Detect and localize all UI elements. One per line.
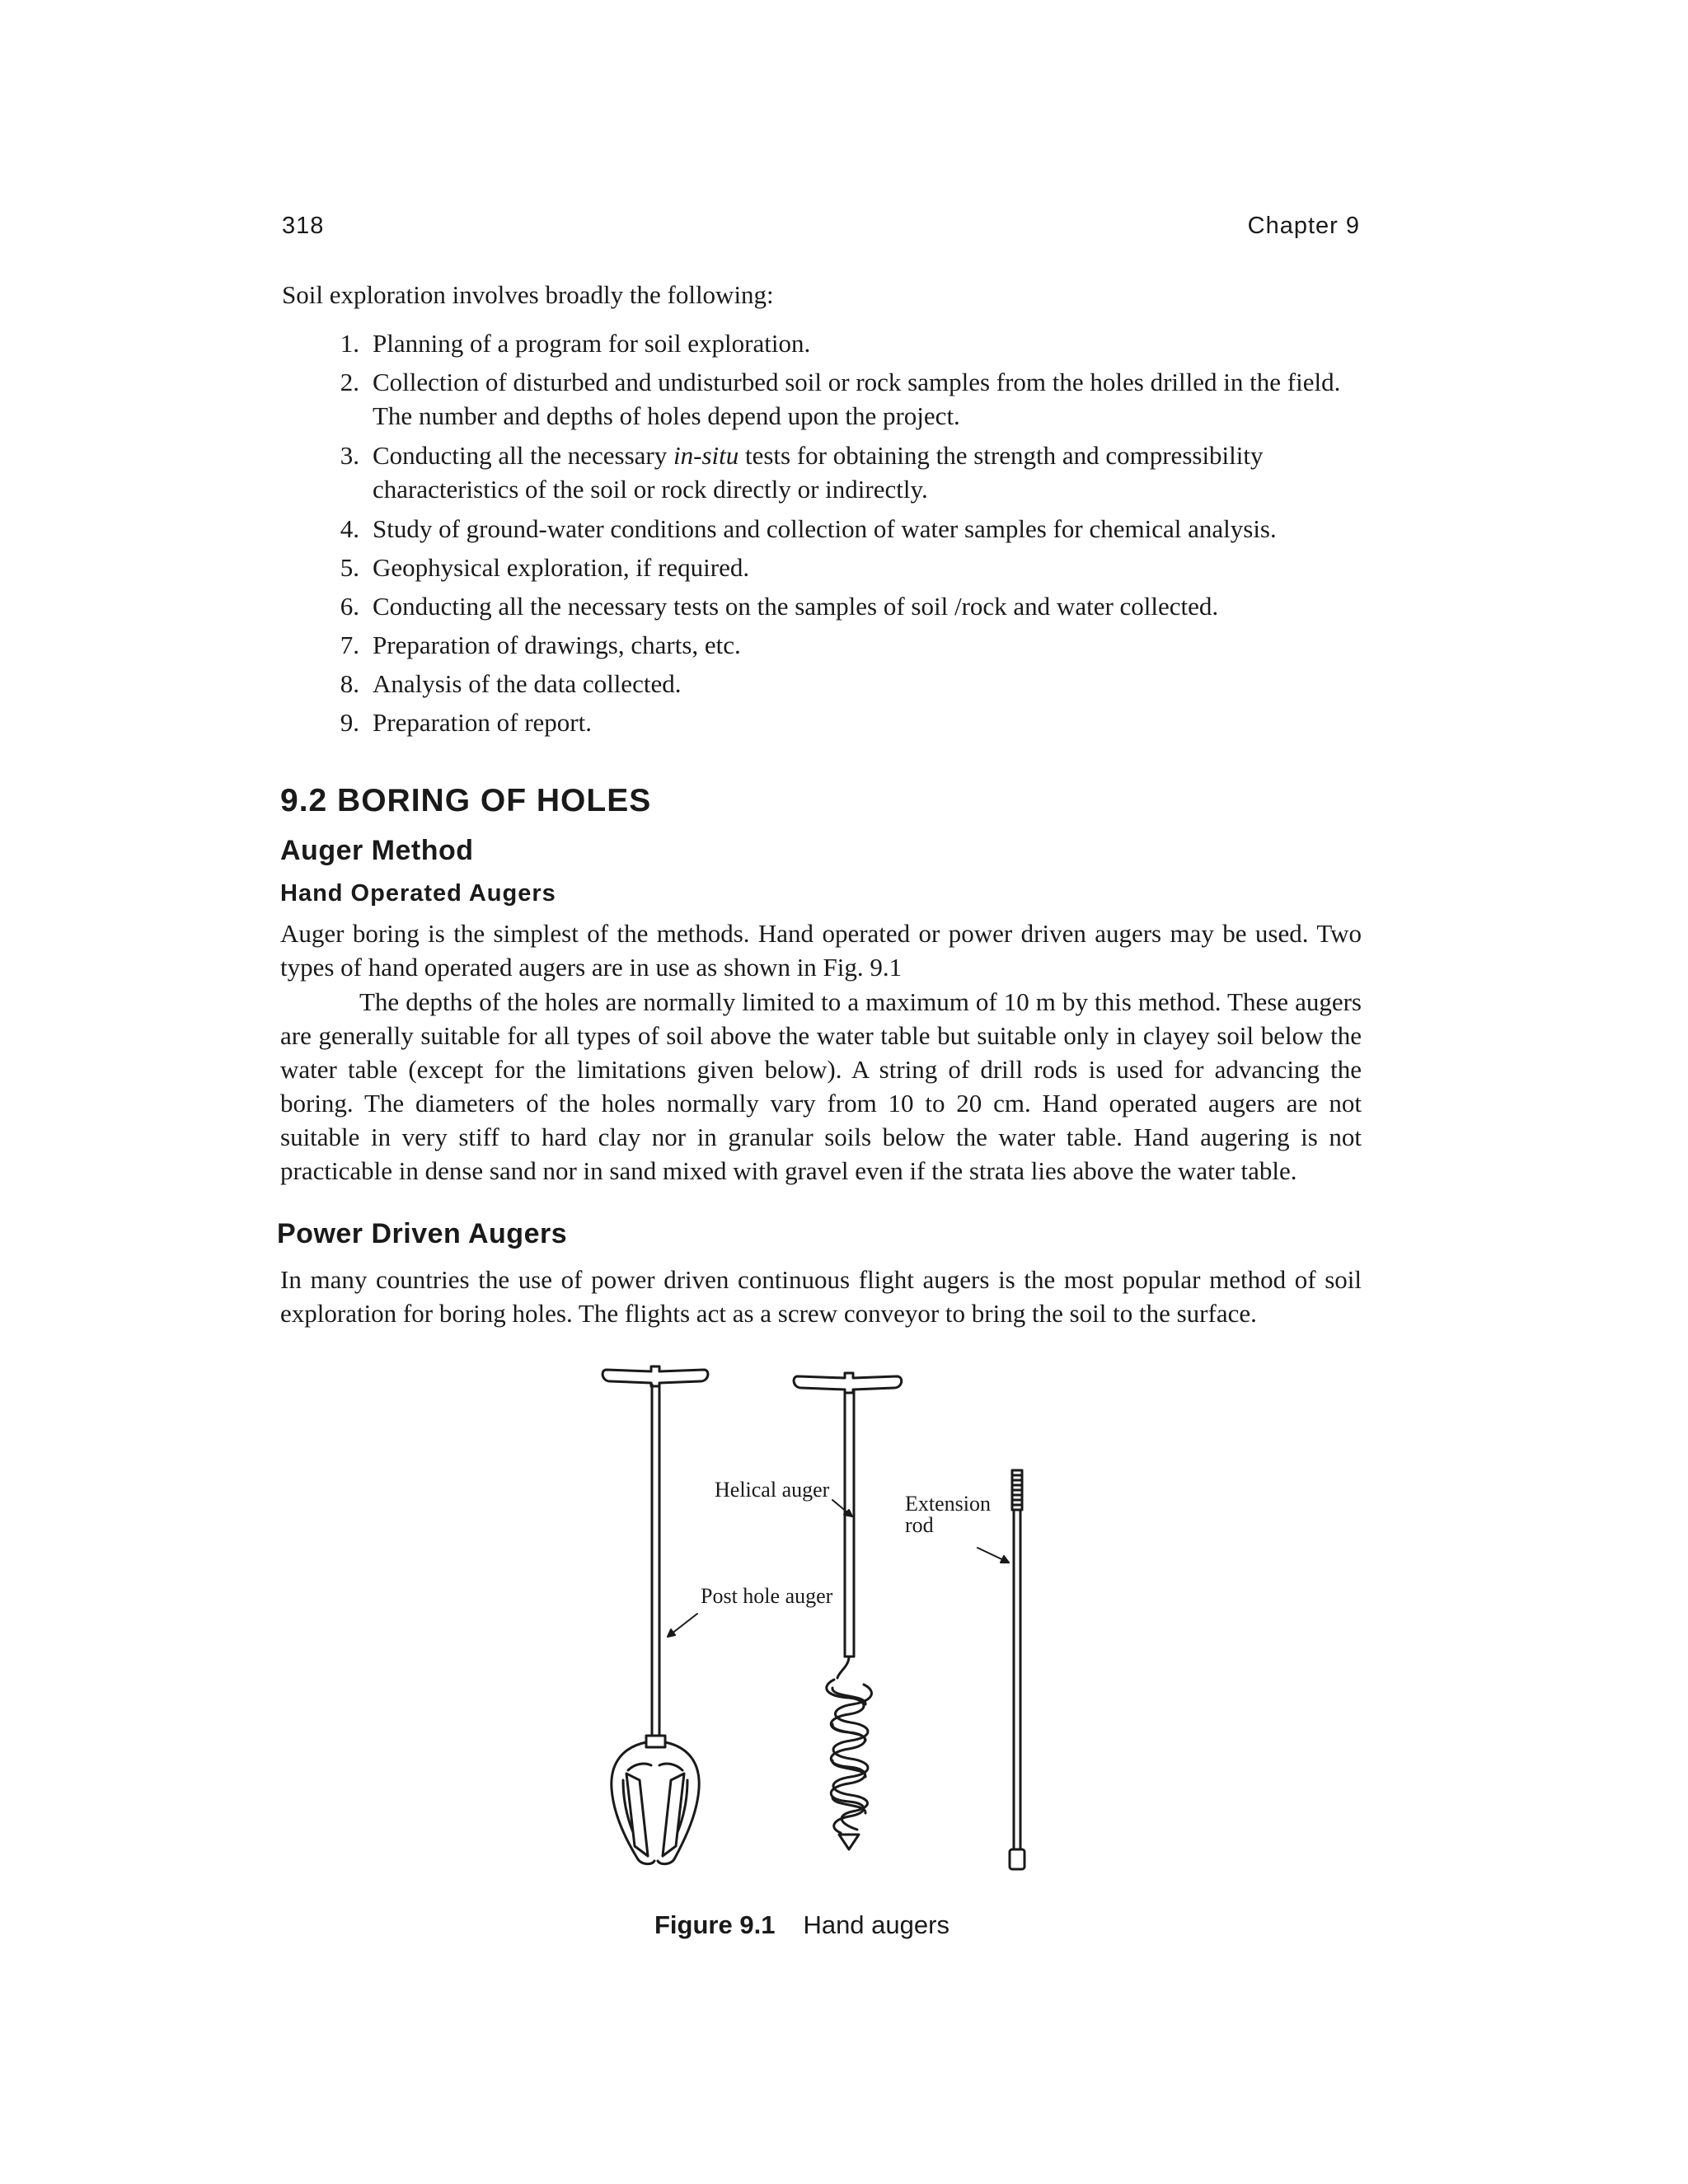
list-item-text: Preparation of report. (373, 708, 592, 737)
list-item-number: 2. (340, 368, 359, 396)
list-item-number: 1. (340, 329, 359, 358)
extension-rod-label-line1: Extension (905, 1492, 991, 1516)
intro-sentence: Soil exploration involves broadly the following: (282, 280, 774, 309)
figure-caption-number: Figure 9.1 (654, 1910, 776, 1939)
running-head (282, 213, 1360, 246)
list-item (282, 512, 1362, 546)
list-item-text-end: tests for obtaining the strength and compressibility characteristics of the soil or rock directly or indirectly. (373, 441, 1264, 504)
list-item-text: Analysis of the data collected. (373, 669, 682, 698)
subsubsection-heading: Hand Operated Augers (280, 880, 556, 907)
list-item (282, 438, 1362, 506)
italic-term: in-situ (673, 441, 739, 470)
post-hole-auger-label: Post hole auger (701, 1584, 833, 1608)
figure-caption-text: Hand augers (803, 1910, 950, 1939)
label-leader-lines (668, 1500, 1009, 1637)
list-item (282, 705, 1362, 739)
list-item-text: Study of ground-water conditions and collection of water samples for chemical analysis. (373, 514, 1277, 543)
list-item (282, 551, 1362, 584)
list-item-text: Preparation of drawings, charts, etc. (373, 630, 741, 659)
list-item-number: 7. (340, 630, 359, 659)
list-item-number: 9. (340, 708, 359, 737)
helical-auger-label: Helical auger (715, 1478, 830, 1502)
list-item (282, 365, 1362, 433)
extension-rod-label-line2: rod (905, 1513, 934, 1537)
chapter-label: Chapter 9 (1247, 213, 1360, 239)
list-item (282, 628, 1362, 662)
helical-auger-drawing (794, 1373, 902, 1849)
list-item-text: Collection of disturbed and undisturbed soil or rock samples from the holes drilled in the field. The number and depths of holes depend upon the project. (373, 368, 1341, 430)
hand-augers-illustration (577, 1352, 1104, 1887)
paragraph: In many countries the use of power driven continuous flight augers is the most popular method of soil exploration for boring holes. The flights act as a screw conveyor to bring the soil to the surface. (280, 1265, 1362, 1328)
section-heading: 9.2 BORING OF HOLES (280, 783, 652, 818)
list-item (282, 589, 1362, 623)
list-item (282, 667, 1362, 701)
figure-caption (654, 1910, 950, 1940)
list-item-number: 4. (340, 514, 359, 543)
list-item-number: 3. (340, 441, 359, 470)
list-item-text: Geophysical exploration, if required. (373, 553, 750, 582)
list-item-number: 5. (340, 553, 359, 582)
page-number: 318 (282, 213, 325, 239)
list-item-text-start: Conducting all the necessary (373, 441, 674, 470)
subsection-heading: Auger Method (280, 835, 474, 866)
list-item-text: Conducting all the necessary tests on the samples of soil /rock and water collected. (373, 592, 1219, 621)
subsection-heading-power-augers: Power Driven Augers (277, 1218, 568, 1249)
paragraph: The depths of the holes are normally limited to a maximum of 10 m by this method. These augers are generally suitable for all types of soil above the water table but suitable only in clayey soil below the water table (except for the limitations given below). A string of drill rods is used for advancing the boring. The diameters of the holes normally vary from 10 to 20 cm. Hand operated augers are not suitable in very stiff to hard clay nor in granular soils below the water table. Hand augering is not practicable in dense sand nor in sand mixed with gravel even if the strata lies above the water table. (280, 987, 1362, 1185)
list-item-number: 8. (340, 669, 359, 698)
figure-hand-augers (577, 1352, 1104, 1887)
paragraph: Auger boring is the simplest of the methods. Hand operated or power driven augers may be used. Two types of hand operated augers are in use as shown in Fig. 9.1 (280, 919, 1362, 982)
extension-rod-drawing (1010, 1470, 1025, 1869)
post-hole-auger-drawing (603, 1366, 708, 1864)
list-item-text: Planning of a program for soil exploration. (373, 329, 811, 358)
list-item-number: 6. (340, 592, 359, 621)
list-item (282, 326, 1362, 360)
exploration-steps-list (282, 326, 1362, 744)
